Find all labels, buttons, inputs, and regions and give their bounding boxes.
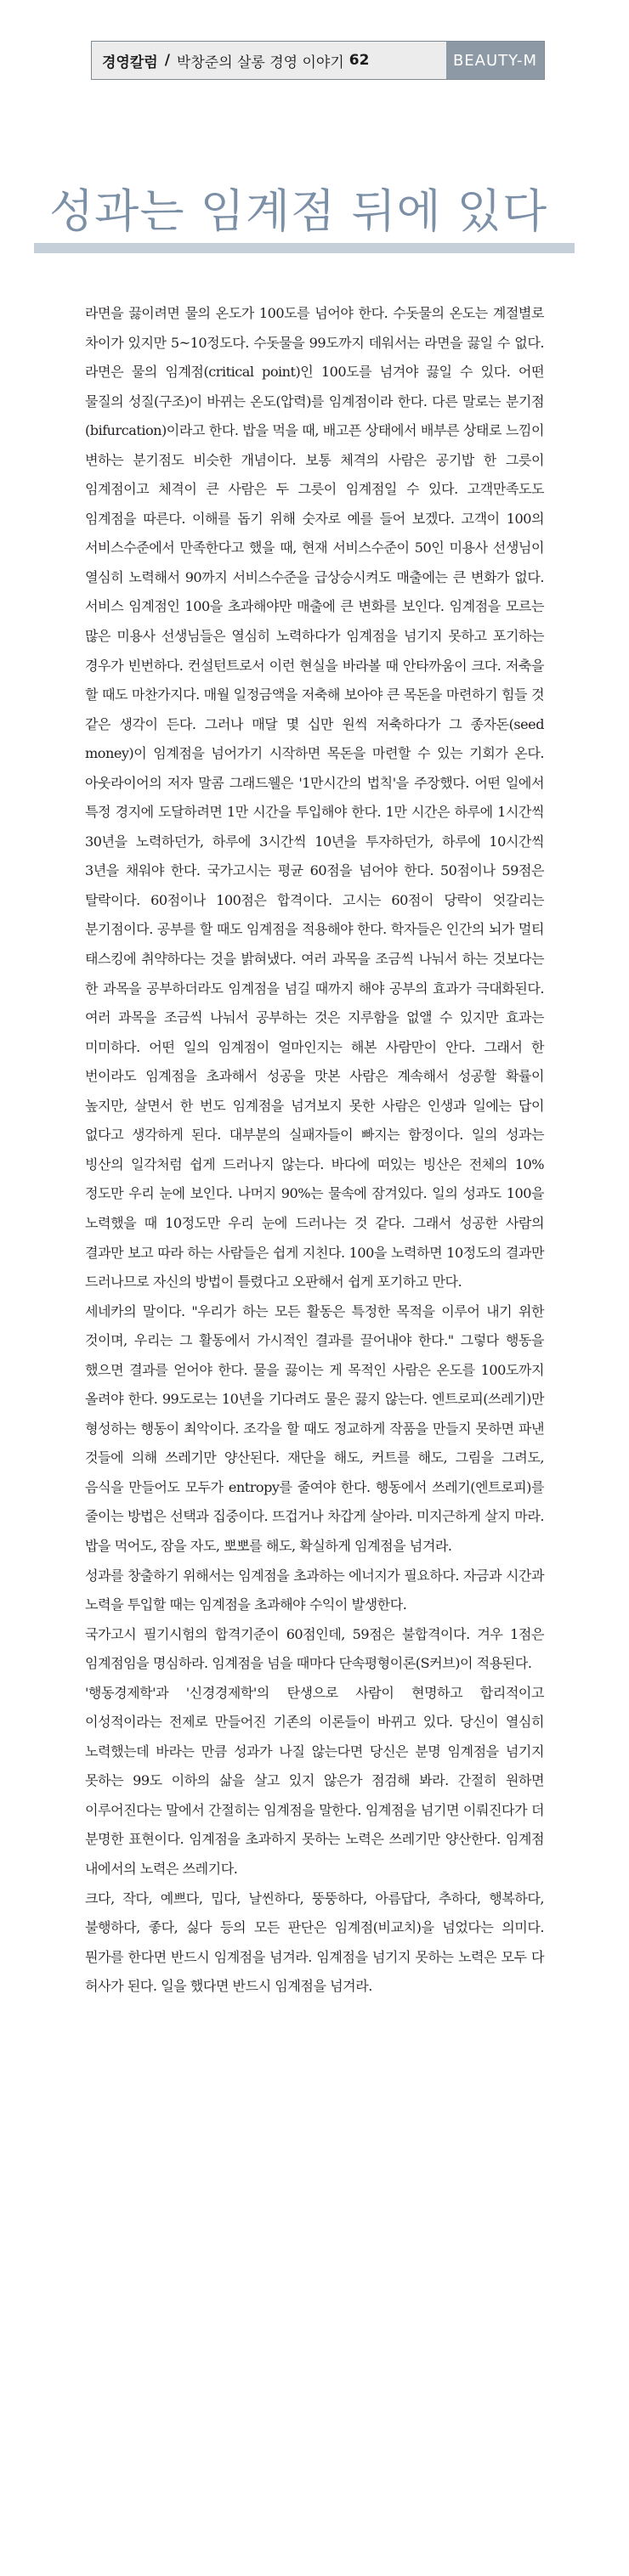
column-label: 경영칼럼 xyxy=(102,54,158,71)
paragraph: 라면을 끓이려면 물의 온도가 100도를 넘어야 한다. 수돗물의 온도는 계절별로 차이가 있지만 5~10정도다. 수돗물을 99도까지 데워서는 라면을 끓일 수 없다. 라면은 물의 임계점(critical point)인 100도를 넘겨야 끓일 수 있다. 어떤 물질의 성질(구조)이 바뀌는 온도(압력)를 임계점이라 한다. 다른 말로는 분기점(bifurcation)이라고 한다. 밥을 먹을 때, 배고픈 상태에서 배부른 상태로 느낌이 변하는 분기점도 비슷한 개념이다. 보통 체격의 사람은 공기밥 한 그릇이 임계점이고 체격이 큰 사람은 두 그릇이 임계점일 수 있다. 고객만족도도 임계점을 따른다. 이해를 돕기 위해 숫자로 예를 들어 보겠다. 고객이 100의 서비스수준에서 만족한다고 했을 때, 현재 서비스수준이 50인 미용사 선생님이 열심히 노력해서 90까지 서비스수준을 급상승시켜도 매출에는 큰 변화가 없다. 서비스 임계점인 100을 초과해야만 매출에 큰 변화를 보인다. 임계점을 모르는 많은 미용사 선생님들은 열심히 노력하다가 임계점을 넘기지 못하고 포기하는 경우가 빈번하다. 컨설턴트로서 이런 현실을 바라볼 때 안타까움이 크다. 저축을 할 때도 마찬가지다. 매월 일정금액을 저축해 보아야 큰 목돈을 마련하기 힘들 것 같은 생각이 든다. 그러나 매달 몇 십만 원씩 저축하다가 그 종자돈(seed money)이 임계점을 넘어가기 시작하면 목돈을 마련할 수 있는 기회가 온다. 아웃라이어의 저자 말콤 그래드웰은 '1만시간의 법칙'을 주장했다. 어떤 일에서 특정 경지에 도달하려면 1만 시간을 투입해야 한다. 1만 시간은 하루에 1시간씩 30년을 노력하던가, 하루에 3시간씩 10년을 투자하던가, 하루에 10시간씩 3년을 채워야 한다. 국가고시는 평균 60점을 넘어야 한다. 50점이나 59점은 탈락이다. 60점이나 100점은 합격이다. 고시는 60점이 당락이 엇갈리는 분기점이다. 공부를 할 때도 임계점을 적용해야 한다. 학자들은 인간의 뇌가 멀티 태스킹에 취약하다는 것을 밝혀냈다. 여러 과목을 조금씩 나눠서 하는 것보다는 한 과목을 공부하더라도 임계점을 넘길 때까지 해야 공부의 효과가 극대화된다. 여러 과목을 조금씩 나눠서 공부하는 것은 지루함을 없앨 수 있지만 효과는 미미하다. 어떤 일의 임계점이 얼마인지는 해본 사람만이 안다. 그래서 한 번이라도 임계점을 초과해서 성공을 맛본 사람은 계속해서 성공할 확률이 높지만, 살면서 한 번도 임계점을 넘겨보지 못한 사람은 인생과 일에는 답이 없다고 생각하게 된다. 대부분의 실패자들이 빠지는 함정이다. 일의 성과는 빙산의 일각처럼 쉽게 드러나지 않는다. 바다에 떠있는 빙산은 전체의 10%정도만 우리 눈에 보인다. 나머지 90%는 물속에 잠겨있다. 일의 성과도 100을 노력했을 때 10정도만 우리 눈에 드러나는 것 같다. 그래서 성공한 사람의 결과만 보고 따라 하는 사람들은 쉽게 지친다. 100을 노력하면 10정도의 결과만 드러나므로 자신의 방법이 틀렸다고 오판해서 쉽게 포기하고 만다. xyxy=(85,305,544,1291)
header-separator: / xyxy=(164,52,170,69)
issue-number: 62 xyxy=(348,52,370,69)
paragraph: 세네카의 말이다. "우리가 하는 모든 활동은 특정한 목적을 이루어 내기 위한 것이며, 우리는 그 활동에서 가시적인 결과를 끌어내야 한다." 그렇다 행동을 했으면 결과를 얻어야 한다. 물을 끓이는 게 목적인 사람은 온도를 100도까지 올려야 한다. 99도로는 10년을 기다려도 물은 끓지 않는다. 엔트로피(쓰레기)만 형성하는 행동이 최악이다. 조각을 할 때도 정교하게 작품을 만들지 못하면 파낸 것들에 의해 쓰레기만 양산된다. 재단을 해도, 커트를 해도, 그림을 그려도, 음식을 만들어도 모두가 entropy를 줄여야 한다. 행동에서 쓰레기(엔트로피)를 줄이는 방법은 선택과 집중이다. 뜨겁거나 차갑게 살아라. 미지근하게 살지 마라. 밥을 먹어도, 잠을 자도, 뽀뽀를 해도, 확실하게 임계점을 넘겨라. xyxy=(85,1302,544,1554)
paragraph: 국가고시 필기시험의 합격기준이 60점인데, 59점은 불합격이다. 겨우 1점은 임계점임을 명심하라. 임계점을 넘을 때마다 단속평형이론(S커브)이 적용된다. xyxy=(85,1625,544,1672)
paragraph: '행동경제학'과 '신경경제학'의 탄생으로 사람이 현명하고 합리적이고 이성적이라는 전제로 만들어진 기존의 이론들이 바뀌고 있다. 당신이 열심히 노력했는데 바라는 만큼 성과가 나질 않는다면 당신은 분명 임계점을 넘기지 못하는 99도 이하의 삶을 살고 있지 않은가 점검해 봐라. 간절히 원하면 이루어진다는 말에서 간절히는 임계점을 말한다. 임계점을 넘기면 이뤄진다가 더 분명한 표현이다. 임계점을 초과하지 못하는 노력은 쓰레기만 양산한다. 임계점 내에서의 노력은 쓰레기다. xyxy=(85,1684,544,1877)
series-title: 박창준의 살롱 경영 이야기 xyxy=(176,54,344,71)
paragraph: 성과를 창출하기 위해서는 임계점을 초과하는 에너지가 필요하다. 자금과 시간과 노력을 투입할 때는 임계점을 초과해야 수익이 발생한다. xyxy=(85,1567,544,1613)
column-info xyxy=(92,42,446,79)
article-title: 성과는 임계점 뒤에 있다 xyxy=(49,184,548,238)
section-label: BEAUTY-M xyxy=(446,42,544,79)
article-body xyxy=(85,299,544,2002)
column-header-bar xyxy=(91,41,545,80)
title-underline xyxy=(34,243,575,253)
paragraph: 크다, 작다, 예쁘다, 밉다, 날씬하다, 뚱뚱하다, 아름답다, 추하다, 행복하다, 불행하다, 좋다, 싫다 등의 모든 판단은 임계점(비교치)을 넘었다는 의미다. 뭔가를 한다면 반드시 임계점을 넘겨라. 임계점을 넘기지 못하는 노력은 모두 다 허사가 된다. 일을 했다면 반드시 임계점을 넘겨라. xyxy=(85,1890,544,1995)
